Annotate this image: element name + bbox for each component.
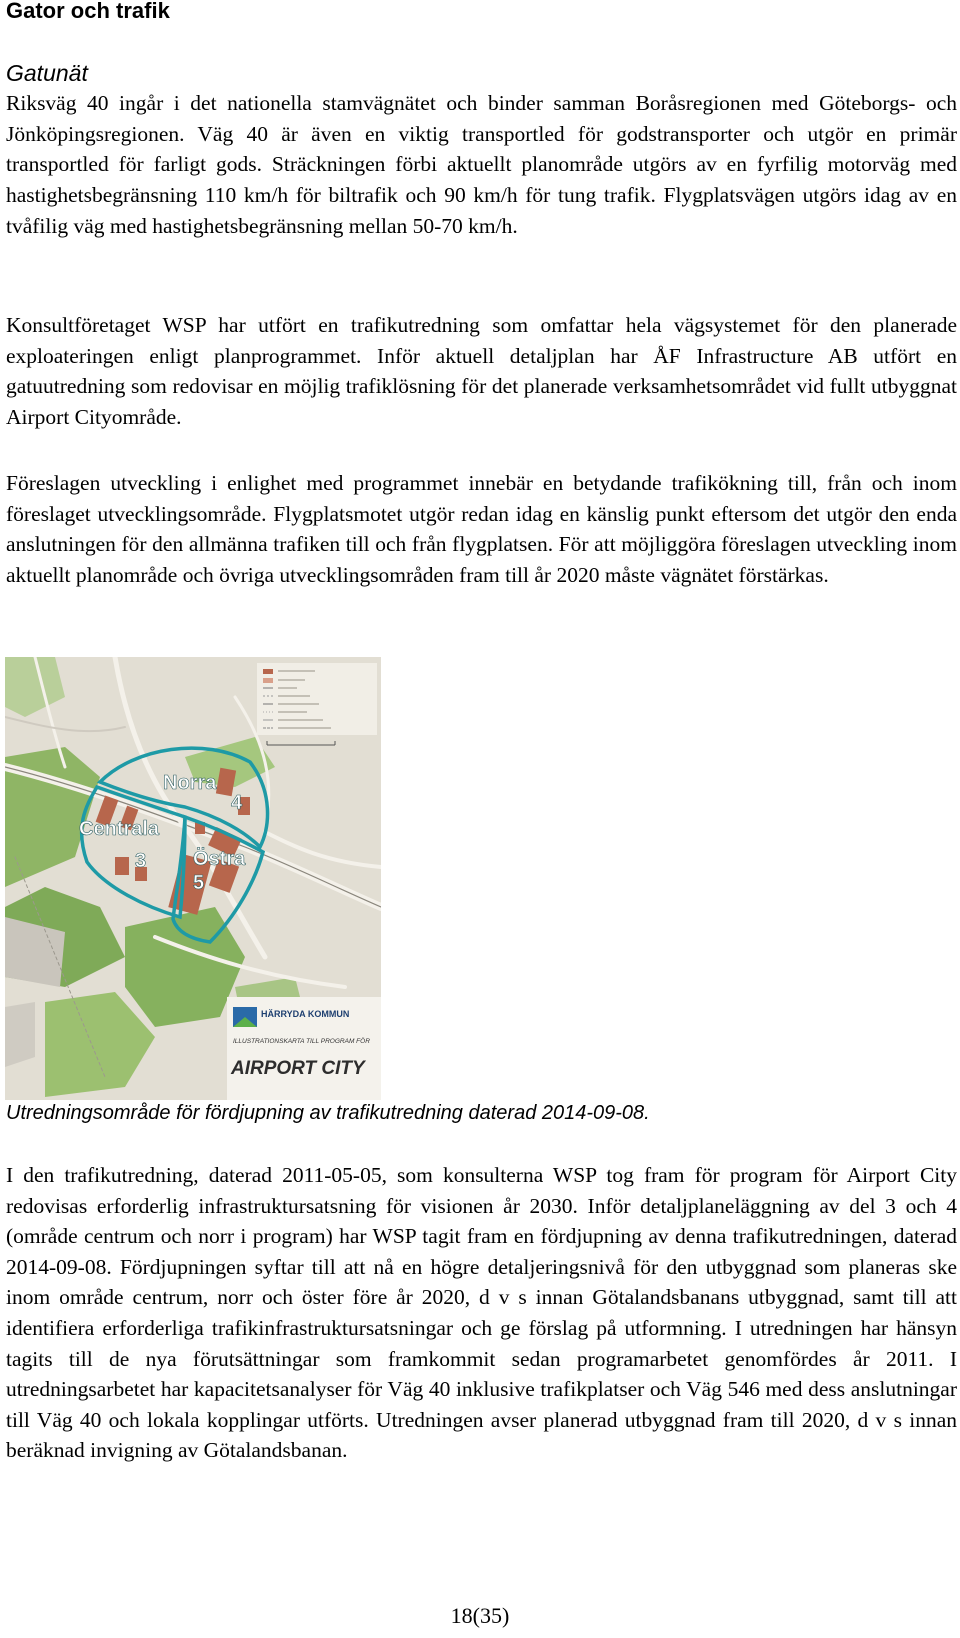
map-legend bbox=[257, 663, 377, 745]
map-title: AIRPORT CITY bbox=[231, 1058, 365, 1079]
figure-caption: Utredningsområde för fördjupning av trafikutredning daterad 2014-09-08. bbox=[6, 1102, 650, 1124]
subsection-heading: Gatunät bbox=[6, 60, 88, 86]
paragraph-traffic-study-2011: I den trafikutredning, daterad 2011-05-05, som konsulterna WSP tog fram för program för Airport City redovisas erforderlig infrastruktursatsning för visionen år 2030. Inför detaljplaneläggning av del 3 och 4 (område centrum och norr i program) har WSP tagit fram en fördjupning av denna trafikutredningen, daterad 2014-09-08. Fördjupningen syftar till att nå en högre detaljeringsnivå för den utbyggnad som planeras ske inom område centrum, norr och öster före år 2020, d v s innan Götalandsbanans utbyggnad, samt till att identifiera erforderliga trafikinfrastruktursatsningar och ge förslag på utformning. I utredningen har hänsyn tagits till de nya förutsättningar som framkommit sedan programarbetet genomfördes år 2011. I utredningsarbetet har kapacitetsanalyser för Väg 40 inklusive trafikplatser och Väg 546 med dess anslutningar till Väg 40 och lokala kopplingar utförts. Utredningen avser planerad utbyggnad fram till 2020, d v s innan beräknad invigning av Götalandsbanan. bbox=[6, 1163, 957, 1463]
map-svg bbox=[5, 657, 381, 1100]
paragraph-road-network: Riksväg 40 ingår i det nationella stamvägnätet och binder samman Boråsregionen med Göteborgs- och Jönköpingsregionen. Väg 40 är även en viktig transportled för godstransporter och utgör en primär transportled för farligt gods. Sträckningen förbi aktuellt planområde utgörs av en fyrfilig motorväg med hastighetsbegränsning 110 km/h för biltrafik och 90 km/h för tung trafik. Flygplatsvägen utgörs idag av en tvåfilig väg med hastighetsbegränsning mellan 50-70 km/h. bbox=[6, 91, 957, 238]
municipality-name: HÄRRYDA KOMMUN bbox=[261, 1009, 350, 1019]
map-title-block bbox=[227, 997, 381, 1100]
zone-number-5: 5 bbox=[193, 872, 205, 894]
zone-label-centrala: Centrala bbox=[79, 818, 160, 840]
zone-number-3: 3 bbox=[135, 850, 147, 872]
zone-number-4: 4 bbox=[231, 792, 243, 814]
page-number: 18(35) bbox=[450, 1603, 510, 1628]
section-heading: Gator och trafik bbox=[6, 0, 170, 23]
map-subtitle: ILLUSTRATIONSKARTA TILL PROGRAM FÖR bbox=[233, 1038, 370, 1045]
zone-label-norra: Norra bbox=[163, 772, 217, 794]
paragraph-proposed-development: Föreslagen utveckling i enlighet med programmet innebär en betydande trafikökning till, från och inom föreslaget utvecklingsområde. Flygplatsmotet utgör redan idag en känslig punkt eftersom det utgör den enda anslutningen för den allmänna trafiken till och från flygplatsen. För att möjliggöra föreslagen utveckling inom aktuellt planområde och övriga utvecklingsområden fram till år 2020 måste vägnätet förstärkas. bbox=[6, 471, 957, 588]
illustration-map bbox=[5, 657, 381, 1100]
paragraph-wsp-study: Konsultföretaget WSP har utfört en trafikutredning som omfattar hela vägsystemet för den planerade exploateringen enligt planprogrammet. Inför aktuell detaljplan har ÅF Infrastructure AB utfört en gatuutredning som redovisar en möjlig trafiklösning för det planerade verksamhetsområdet vid fullt utbyggnat Airport Cityområde. bbox=[6, 313, 957, 430]
zone-label-ostra: Östra bbox=[193, 848, 246, 870]
